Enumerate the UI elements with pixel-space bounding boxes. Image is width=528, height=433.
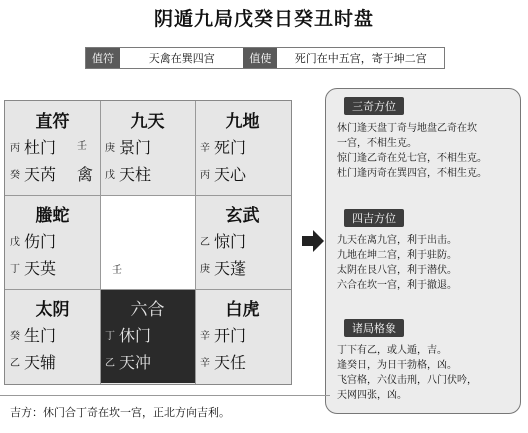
stem-bottom: 丁: [10, 264, 20, 275]
star: 天柱: [119, 165, 152, 184]
star: 天芮: [24, 165, 57, 184]
text-line: 九天在离九宫，利于出击。: [337, 235, 457, 246]
zhifu-value: 天禽在巽四宫: [120, 48, 243, 68]
palace-god: 白虎: [225, 300, 260, 320]
door: 生门: [24, 326, 57, 345]
palace-qian: [195, 289, 290, 383]
section-body-sanqi: [337, 121, 517, 181]
section-header-geju: 诸局格象: [344, 319, 404, 337]
palace-god: 玄武: [225, 206, 260, 226]
stem-bottom: 癸: [10, 170, 20, 181]
palace-grid: [4, 100, 292, 385]
section-header-sanqi: 三奇方位: [344, 97, 404, 115]
arrow-right-icon: [302, 230, 324, 252]
text-line: 杜门逢丙奇在巽四宫，不相生克。: [337, 168, 487, 179]
star: 天冲: [119, 353, 152, 372]
stem-bottom: 乙: [105, 358, 115, 369]
palace-gen: [5, 289, 100, 383]
text-line: 惊门逢乙奇在兑七宫，不相生克。: [337, 153, 487, 164]
section-body-siji: [337, 233, 517, 293]
grid-divider: [5, 195, 291, 196]
stem-top: 丁: [105, 331, 115, 342]
header-bar: [85, 47, 445, 69]
zhishi-value: 死门在中五宫，寄于坤二宫: [277, 48, 444, 68]
footer-divider: [0, 395, 330, 396]
stem-top: 辛: [200, 143, 210, 154]
text-line: 六合在坎一宫，利于撤退。: [337, 280, 457, 291]
center-stem: 壬: [112, 265, 122, 276]
footer-note: 吉方：休门合丁奇在坎一宫，正北方向吉利。: [10, 406, 230, 419]
stem-top: 庚: [105, 143, 115, 154]
text-line: 丁下有乙，或人遁，吉。: [337, 345, 447, 356]
stem-bottom: 辛: [200, 358, 210, 369]
text-line: 太阴在艮八宫，利于潜伏。: [337, 265, 457, 276]
door: 杜门: [24, 138, 57, 157]
stem-top: 癸: [10, 331, 20, 342]
text-line: 飞宫格，六仪击刑，八门伏吟，: [337, 375, 477, 386]
text-line: 天网四张，凶。: [337, 390, 407, 401]
door: 伤门: [24, 232, 57, 251]
palace-god: 九天: [130, 112, 165, 132]
palace-god: 螣蛇: [35, 206, 70, 226]
door: 惊门: [214, 232, 247, 251]
section-body-geju: [337, 343, 517, 403]
text-line: 九地在坤二宫，利于驻防。: [337, 250, 457, 261]
stem-top: 乙: [200, 237, 210, 248]
stem-bottom: 乙: [10, 358, 20, 369]
grid-divider: [5, 289, 291, 290]
stem-bottom: 庚: [200, 264, 210, 275]
text-line: 一宫，不相生克。: [337, 138, 417, 149]
door: 休门: [119, 326, 152, 345]
star-extra: 禽: [76, 165, 93, 184]
text-line: 逢癸日，为日干勃格，凶。: [337, 360, 457, 371]
zhifu-label: 值符: [86, 48, 120, 68]
grid-divider: [195, 101, 196, 384]
stem-bottom: 戊: [105, 170, 115, 181]
grid-divider: [100, 101, 101, 384]
palace-god: 六合: [130, 300, 165, 320]
star: 天辅: [24, 353, 57, 372]
section-header-siji: 四吉方位: [344, 209, 404, 227]
palace-god: 直符: [35, 112, 70, 132]
stem-top: 辛: [200, 331, 210, 342]
analysis-panel: [325, 88, 521, 414]
stem-bottom: 丙: [200, 170, 210, 181]
palace-kun: [195, 101, 290, 195]
palace-zhen: [5, 195, 100, 289]
star: 天英: [24, 259, 57, 278]
palace-li: [100, 101, 195, 195]
page-title: 阴遁九局戊癸日癸丑时盘: [153, 8, 374, 30]
star: 天心: [214, 165, 247, 184]
palace-kan: [100, 289, 195, 383]
palace-center: [100, 195, 195, 289]
door: 死门: [214, 138, 247, 157]
door: 景门: [119, 138, 152, 157]
text-line: 休门逢天盘丁奇与地盘乙奇在坎: [337, 123, 477, 134]
palace-god: 九地: [225, 112, 260, 132]
palace-xun: [5, 101, 100, 195]
door: 开门: [214, 326, 247, 345]
palace-dui: [195, 195, 290, 289]
stem-side: 壬: [77, 141, 87, 152]
stem-top: 丙: [10, 143, 20, 154]
zhishi-label: 值使: [243, 48, 277, 68]
stem-top: 戊: [10, 237, 20, 248]
star: 天蓬: [214, 259, 247, 278]
star: 天任: [214, 353, 247, 372]
palace-god: 太阴: [35, 300, 70, 320]
